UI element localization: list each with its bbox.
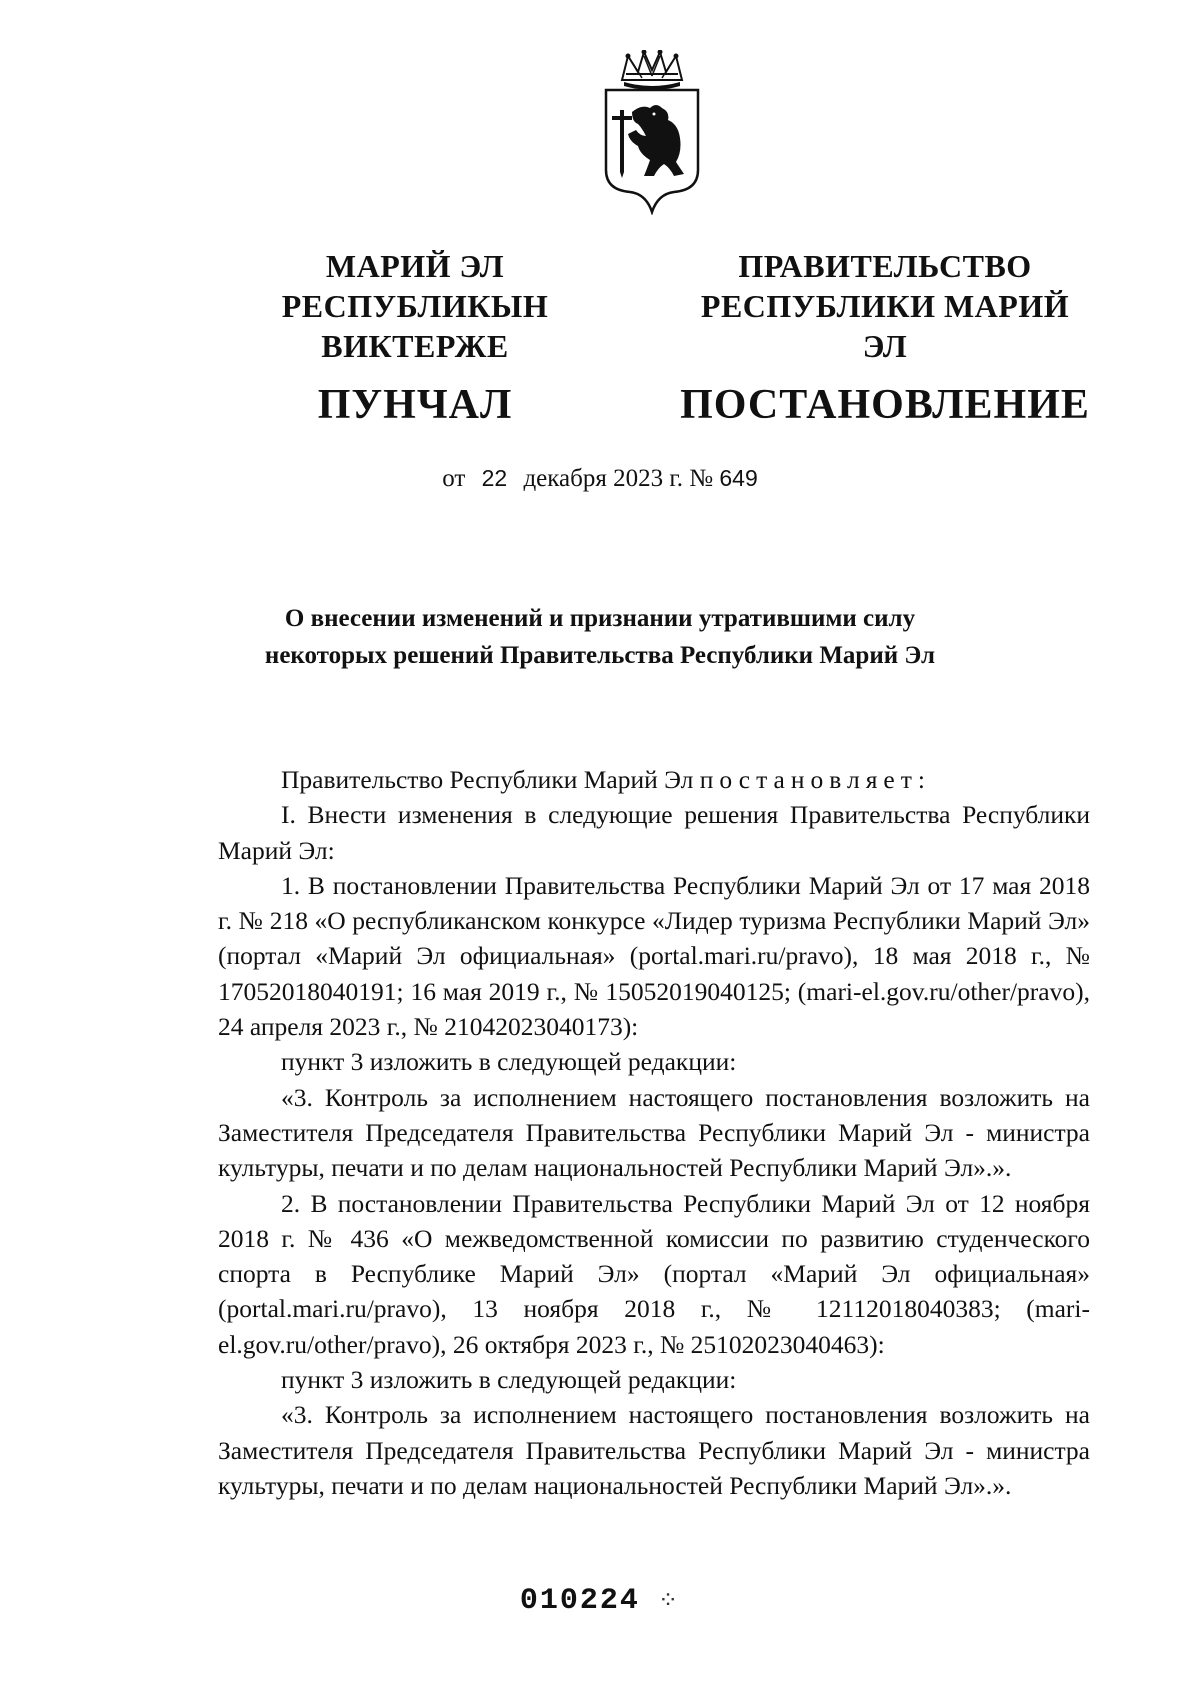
decree-title	[180, 600, 1020, 674]
header-mari-line2: ВИКТЕРЖЕ	[321, 328, 509, 364]
paragraph-2: 1. В постановлении Правительства Республики Марий Эл от 17 мая 2018 г. № 218 «О республиканском конкурсе «Лидер туризма Республики Марий Эл» (портал «Марий Эл официальная» (portal.mari.ru/pravo), 18 мая 2018 г., № 17052018040191; 16 мая 2019 г., № 15052019040125; (mari-el.gov.ru/other/pravo), 24 апреля 2023 г., № 21042023040173):	[218, 870, 1090, 1042]
date-prefix: от	[442, 465, 466, 492]
paragraph-5: 2. В постановлении Правительства Республики Марий Эл от 12 ноября 2018 г. № 436 «О межведомственной комиссии по развитию студенческого спорта в Республике Марий Эл» (портал «Марий Эл официальная» (portal.mari.ru/pravo), 13 ноября 2018 г., № 12112018040383; (mari-el.gov.ru/other/pravo), 26 октября 2023 г., № 25102023040463):	[218, 1188, 1090, 1359]
decree-body	[218, 762, 1090, 1503]
paragraph-4: «3. Контроль за исполнением настоящего постановления возложить на Заместителя Председателя Правительства Республики Марий Эл - министра культуры, печати и по делам национальностей Республики Марий Эл».».	[218, 1082, 1090, 1183]
header-russian-line2: РЕСПУБЛИКИ МАРИЙ ЭЛ	[700, 288, 1070, 364]
decree-number: 649	[719, 465, 758, 491]
decree-title-line1: О внесении изменений и признании утратившими силу	[284, 605, 916, 632]
header-russian	[680, 246, 1090, 430]
date-day: 22	[481, 465, 508, 491]
decree-date-line	[0, 462, 1200, 495]
serial-mark-icon: ⁘	[657, 1589, 681, 1616]
paragraph-7: «3. Контроль за исполнением настоящего постановления возложить на Заместителя Председателя Правительства Республики Марий Эл - министра культуры, печати и по делам национальностей Республики Марий Эл».».	[218, 1400, 1090, 1500]
decree-title-line2: некоторых решений Правительства Республики Марий Эл	[264, 642, 936, 669]
header-russian-title: ПОСТАНОВЛЕНИЕ	[680, 382, 1090, 428]
intro-paragraph	[218, 762, 1090, 797]
intro-resolves: постановляет:	[699, 765, 931, 794]
date-month-year: декабря 2023 г. №	[523, 465, 714, 492]
header-mari	[190, 246, 640, 430]
intro-text: Правительство Республики Марий Эл	[281, 765, 694, 794]
header-russian-line1: ПРАВИТЕЛЬСТВО	[738, 248, 1032, 284]
header-mari-title: ПУНЧАЛ	[317, 382, 513, 428]
paragraph-1: I. Внести изменения в следующие решения Правительства Республики Марий Эл:	[218, 800, 1090, 865]
paragraph-6: пункт 3 изложить в следующей редакции:	[281, 1365, 737, 1395]
document-serial-number	[0, 1584, 1200, 1618]
serial-number: 010224	[519, 1584, 640, 1618]
coat-of-arms-icon	[592, 50, 712, 215]
paragraph-3: пункт 3 изложить в следующей редакции:	[281, 1047, 737, 1077]
header-mari-line1: МАРИЙ ЭЛ РЕСПУБЛИКЫН	[281, 248, 549, 324]
